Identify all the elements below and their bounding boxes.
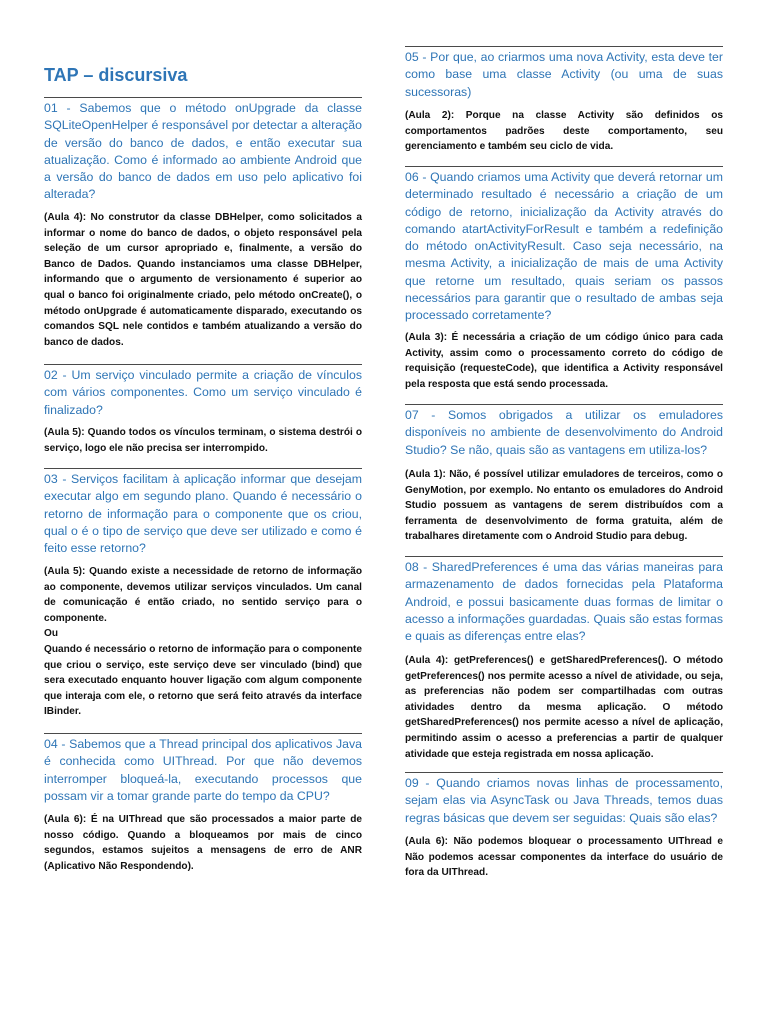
answer-text: Não podemos bloquear o processamento UIThread e Não podemos acessar componentes da interface do usuário de fora da UIThread.: [405, 836, 723, 879]
question-09: 09 - Quando criamos novas linhas de processamento, sejam elas via AsyncTask ou Java Threads, temos duas regras básicas que devem ser seguidas: Quais são elas?: [405, 772, 723, 827]
answer-text: É na UIThread que são processados a maior parte de nosso código. Quando a bloqueamos por mais de cinco segundos, estamos sujeitos a mensagens de erro de ANR (Aplicativo Não Respondendo).: [44, 814, 363, 872]
answer-label: (Aula 6):: [405, 836, 449, 847]
answer-06: [405, 330, 723, 392]
answer-05: [405, 108, 723, 155]
question-03: 03 - Serviços facilitam à aplicação informar que desejam executar algo em segundo plano. Quando é necessário o retorno de informação para o componente que os criou, qual o é o tipo de serviço que deve ser utilizado e como é feito esse retorno?: [44, 468, 362, 557]
answer-09: [405, 834, 723, 881]
answer-text: No construtor da classe DBHelper, como solicitados a informar o nome do banco de dados, o objeto responsável pela seleção de um cursor apropriado e, finalmente, a versão do Banco de Dados. Quando instanciamos uma classe DBHelper, informando que o argumento de versionamento é superior ao qual o banco foi originalmente criado, pelo método onCreate(), o método onUpgrade é automaticamente disparado, executando os comandos SQL nele contidos e também atualizando a versão do banco de dados.: [44, 212, 362, 348]
answer-text: Quando todos os vínculos terminam, o sistema destrói o serviço, logo ele não precisa ser interrompido.: [44, 427, 362, 454]
answer-07: [405, 467, 723, 545]
answer-08: [405, 653, 723, 762]
answer-text-2: Quando é necessário o retorno de informação para o componente que criou o serviço, este serviço deve ser vinculado (bind) que sera executado enquanto houver ligação com algum componente que interaja com ele, o retorno que será feito através da interface IBinder.: [44, 643, 362, 718]
answer-label: (Aula 1):: [405, 469, 446, 480]
answer-04: [44, 812, 362, 874]
question-07: 07 - Somos obrigados a utilizar os emuladores disponíveis no ambiente de desenvolvimento do Android Studio? Se não, quais são as vantagens em utiliza-los?: [405, 404, 723, 459]
answer-label: (Aula 3):: [405, 332, 448, 343]
answer-03: [44, 564, 362, 720]
answer-text: Não, é possível utilizar emuladores de terceiros, como o GenyMotion, por exemplo. No entanto os emuladores do Android Studio possuem as vantagens de serem distribuídos com a ferramenta de desenvolvimento de forma gratuita, além de trabalhares diretamente com o Android Studio para debug.: [405, 469, 723, 543]
answer-text: getPreferences() e getSharedPreferences(). O método getPreferences() nos permite acesso a nível de atividade, ou seja, as preferencias não podem ser compartilhadas com outras atividades dentro da mesma aplicação. O método getSharedPreferences() nos permite acesso a nível de aplicação, permitindo assim o acesso a preferencias a partir de qualquer atividade que esteja registrada em nossa aplicação.: [405, 655, 723, 760]
answer-01: [44, 210, 362, 350]
question-06: 06 - Quando criamos uma Activity que deverá retornar um determinado resultado é necessário a criação de um código de retorno, inicialização da Activity através do comando atartActivityForResult e também a redefinição do método onActivityResult. Caso seja necessário, na mesma Activity, a inicialização de mais de uma Activity que retorne um resultado, quais seriam os passos necessários para garantir que o resultado de ambas seja processado corretamente?: [405, 166, 723, 325]
answer-label: (Aula 4):: [44, 212, 87, 223]
answer-02: [44, 425, 362, 456]
answer-text: É necessária a criação de um código único para cada Activity, assim como o processamento correto do código de requisição (requesteCode), que identifica a Activity responsável pela resposta que está sendo processada.: [405, 332, 723, 390]
question-02: 02 - Um serviço vinculado permite a criação de vínculos com vários componentes. Como um serviço vinculado é finalizado?: [44, 364, 362, 419]
question-08: 08 - SharedPreferences é uma das várias maneiras para armazenamento de dados fornecidas pela Plataforma Android, e possui basicamente duas formas de limitar o acesso a informações guardadas. Quais são estas formas e quais as diferenças entre elas?: [405, 556, 723, 645]
answer-text: Quando existe a necessidade de retorno de informação ao componente, devemos utilizar serviços vinculados. Um canal de comunicação é então criado, no sentido serviço para o componente.: [44, 566, 362, 624]
answer-or: Ou: [44, 628, 59, 640]
question-05: 05 - Por que, ao criarmos uma nova Activity, esta deve ter como base uma classe Activity (ou uma de suas sucessoras): [405, 46, 723, 101]
answer-label: (Aula 4):: [405, 655, 449, 666]
question-01: 01 - Sabemos que o método onUpgrade da classe SQLiteOpenHelper é responsável por detectar a alteração de versão do banco de dados, e então executar sua atualização. Como é informado ao ambiente Android que a versão do banco de dados em uso pelo aplicativo foi alterada?: [44, 97, 362, 204]
answer-label: (Aula 6):: [44, 814, 87, 825]
answer-label: (Aula 2):: [405, 110, 455, 121]
answer-label: (Aula 5):: [44, 566, 86, 577]
answer-text: Porque na classe Activity são definidos os comportamentos padrões deste comportamento, seu gerenciamento e também seu ciclo de vida.: [405, 110, 723, 153]
document-title: TAP – discursiva: [44, 65, 188, 85]
answer-label: (Aula 5):: [44, 427, 85, 438]
question-04: 04 - Sabemos que a Thread principal dos aplicativos Java é conhecida como UIThread. Por que não devemos interromper bloqueá-la, executando processos que possam vir a tomar grande parte do tempo da CPU?: [44, 733, 362, 805]
